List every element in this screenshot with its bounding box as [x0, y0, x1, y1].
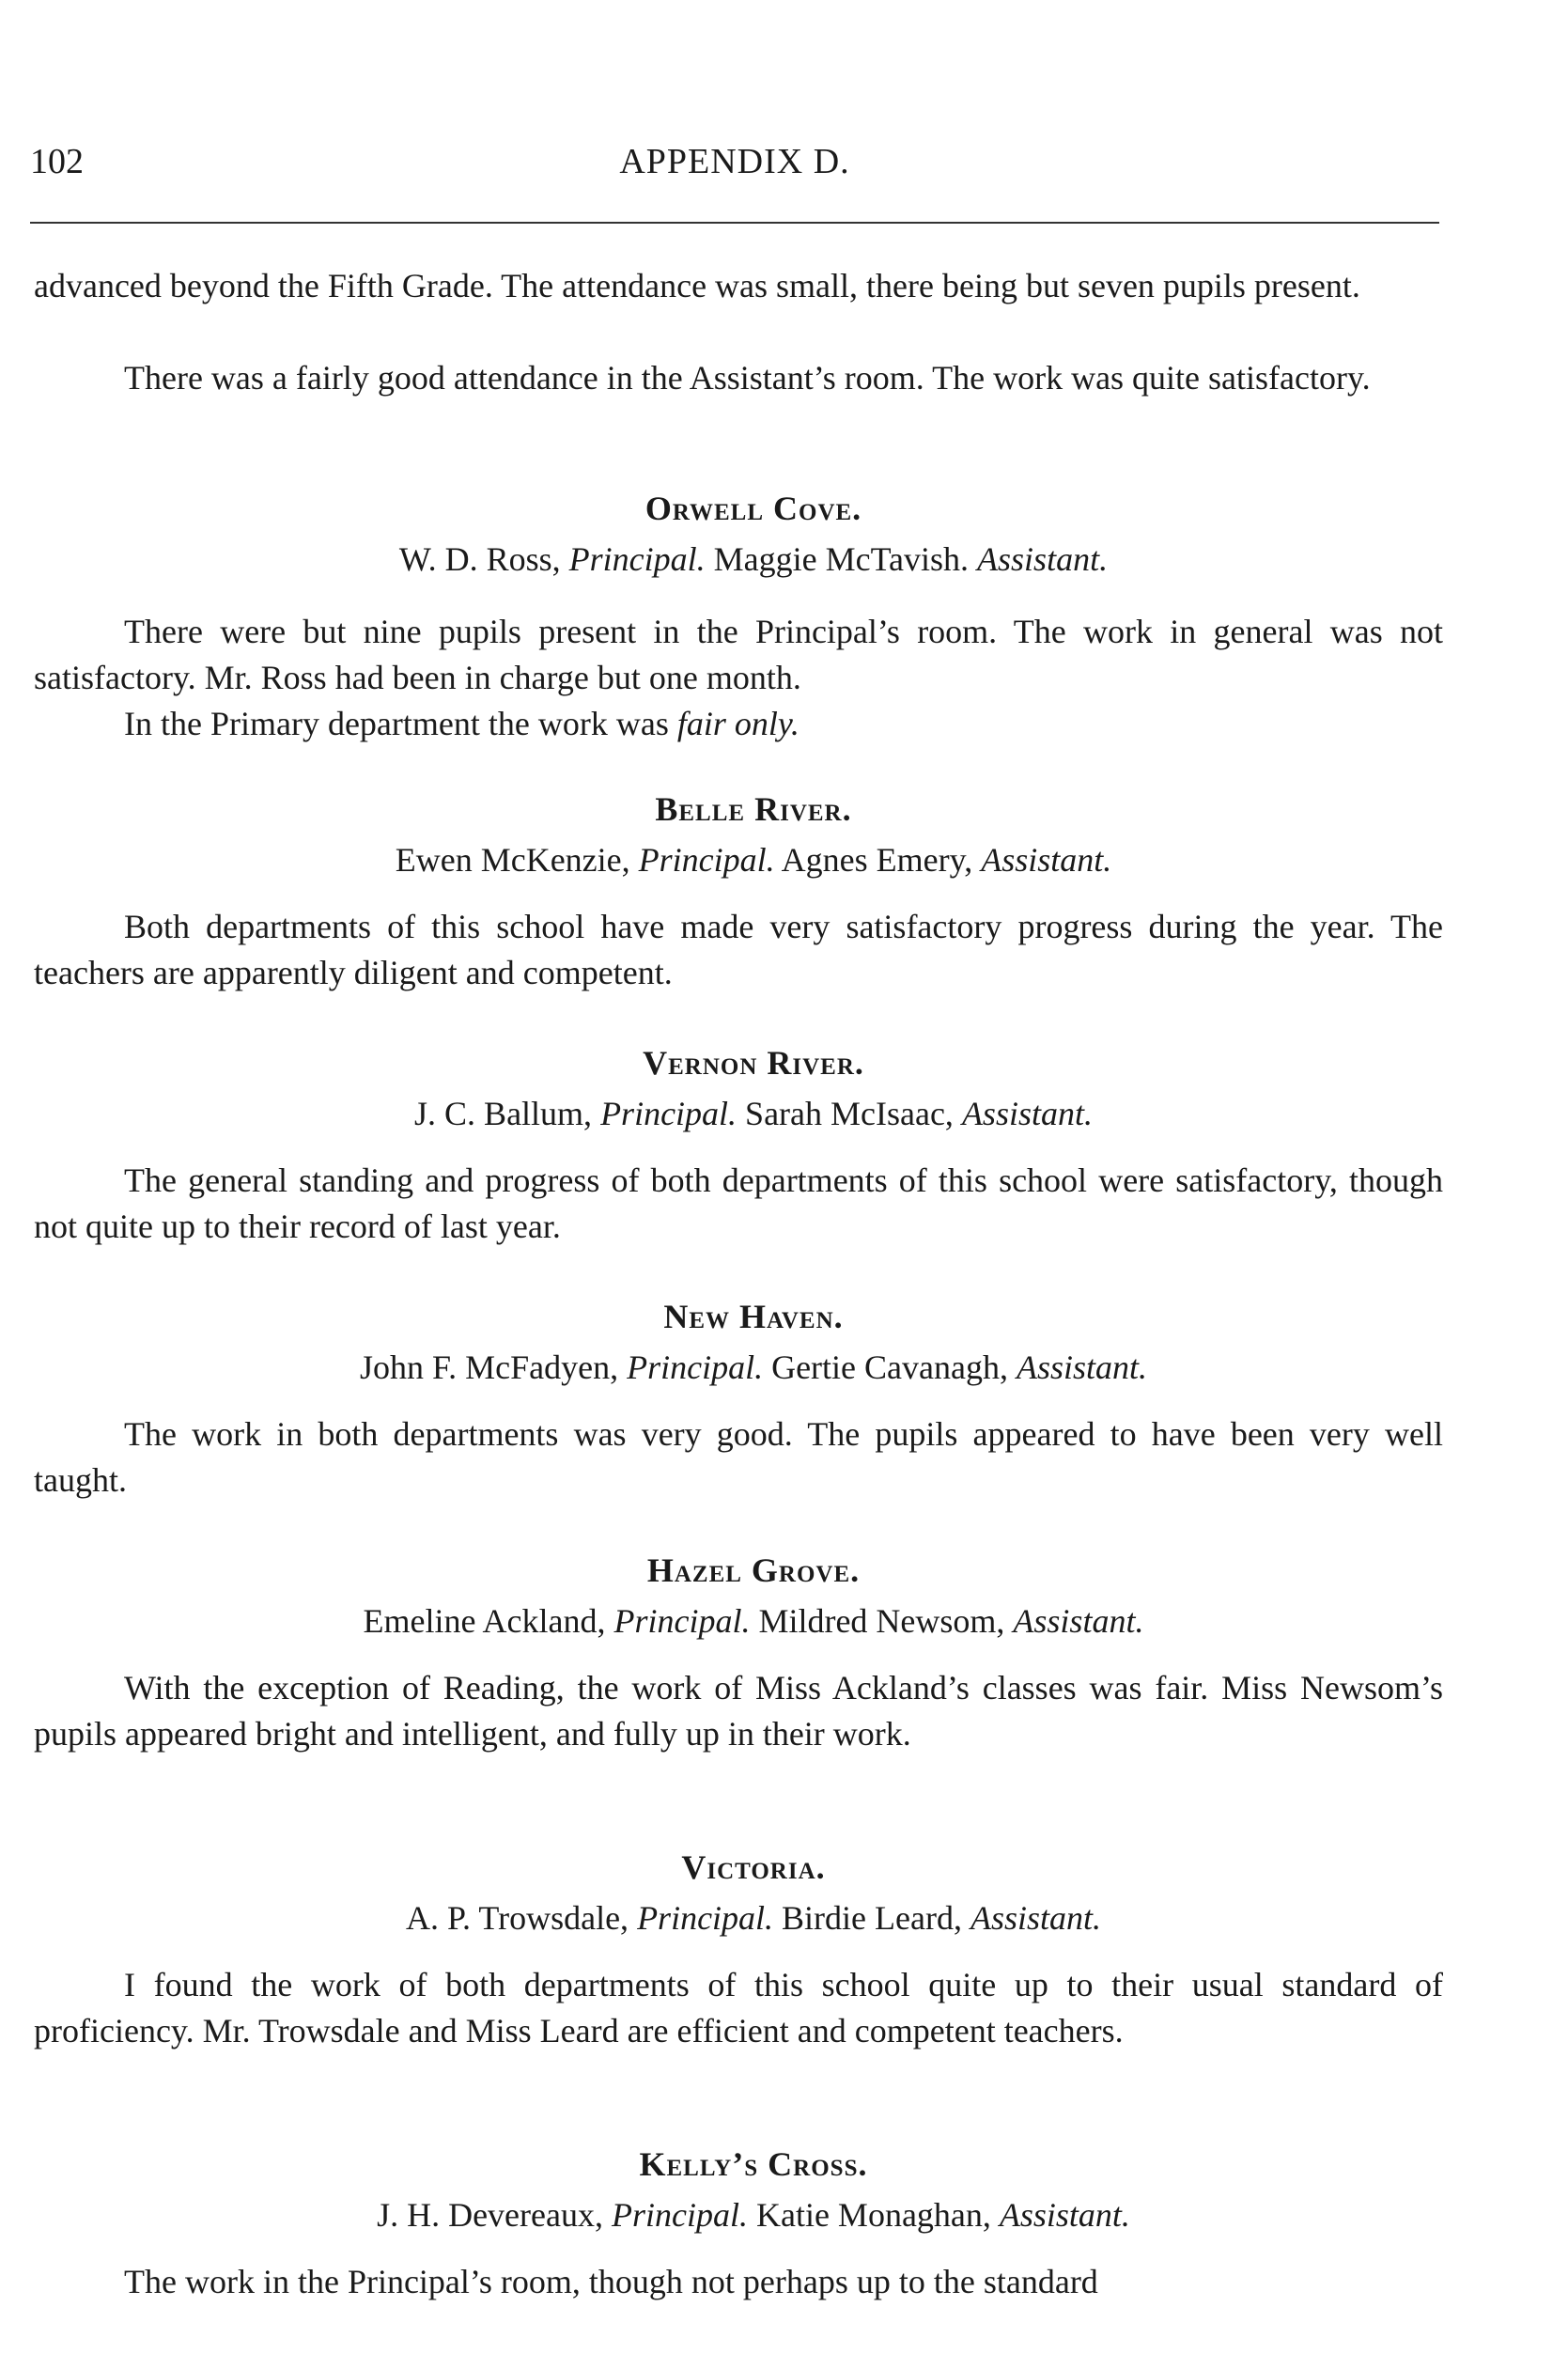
assistant-name: Sarah McIsaac, [745, 1095, 954, 1132]
assistant-role: Assistant. [970, 1899, 1101, 1937]
paragraph-emphasis: fair only. [676, 705, 800, 742]
assistant-role: Assistant. [961, 1095, 1093, 1132]
assistant-role: Assistant. [999, 2196, 1130, 2234]
assistant-role: Assistant. [1013, 1602, 1144, 1640]
school-paragraph: The work in both departments was very good. The pupils appeared to have been very well taught. [34, 1415, 1443, 1499]
staff-line [30, 2195, 1477, 2235]
assistant-name: Gertie Cavanagh, [771, 1348, 1008, 1386]
intro-paragraph-2: There was a fairly good attendance in the Assistant’s room. The work was quite satisfactory. [124, 359, 1371, 397]
principal-name: J. C. Ballum, [414, 1095, 593, 1132]
school-paragraph: The work in the Principal’s room, though not perhaps up to the standard [124, 2263, 1098, 2300]
intro-paragraph-1: advanced beyond the Fifth Grade. The attendance was small, there being but seven pupils present. [34, 267, 1360, 304]
principal-name: Emeline Ackland, [363, 1602, 606, 1640]
staff-line [30, 539, 1477, 579]
page-number: 102 [30, 142, 84, 181]
running-title: APPENDIX D. [619, 142, 850, 181]
staff-line [30, 1348, 1477, 1387]
principal-name: A. P. Trowsdale, [406, 1899, 629, 1937]
school-paragraph: With the exception of Reading, the work of Miss Ackland’s classes was fair. Miss Newsom’s pupils appeared bright and intelligent, and fully up in their work. [34, 1669, 1443, 1753]
principal-role: Principal. [611, 2196, 748, 2234]
principal-role: Principal. [600, 1095, 737, 1132]
header-rule [30, 222, 1439, 224]
assistant-name: Agnes Emery, [781, 841, 973, 879]
school-heading: Kelly’s Cross. [639, 2145, 868, 2183]
staff-line [30, 1601, 1477, 1641]
school-heading: Victoria. [681, 1848, 826, 1886]
school-paragraph [34, 701, 1443, 747]
assistant-role: Assistant. [977, 540, 1109, 578]
principal-role: Principal. [638, 841, 775, 879]
school-paragraph: Both departments of this school have made very satisfactory progress during the year. The teachers are apparently diligent and competent. [34, 908, 1443, 991]
principal-name: W. D. Ross, [398, 540, 561, 578]
school-heading: Belle River. [655, 790, 852, 828]
assistant-role: Assistant. [981, 841, 1112, 879]
assistant-name: Maggie McTavish. [713, 540, 970, 578]
paragraph-text: In the Primary department the work was [124, 705, 677, 742]
staff-line [30, 840, 1477, 880]
principal-name: Ewen McKenzie, [395, 841, 630, 879]
school-paragraph: I found the work of both departments of this school quite up to their usual standard of proficiency. Mr. Trowsdale and Miss Leard are efficient and competent teachers. [34, 1966, 1443, 2049]
assistant-role: Assistant. [1016, 1348, 1148, 1386]
assistant-name: Birdie Leard, [782, 1899, 962, 1937]
school-heading: Hazel Grove. [646, 1551, 861, 1589]
school-heading: Orwell Cove. [644, 490, 862, 527]
staff-line [30, 1898, 1477, 1938]
principal-role: Principal. [627, 1348, 764, 1386]
staff-line [30, 1094, 1477, 1133]
school-heading: New Haven. [663, 1298, 844, 1335]
school-paragraph: There were but nine pupils present in the Principal’s room. The work in general was not satisfactory. Mr. Ross had been in charge but one month. [34, 613, 1443, 696]
principal-name: J. H. Devereaux, [377, 2196, 603, 2234]
page-header [30, 141, 1439, 197]
school-heading: Vernon River. [643, 1044, 864, 1082]
assistant-name: Katie Monaghan, [755, 2196, 991, 2234]
principal-name: John F. McFadyen, [359, 1348, 619, 1386]
principal-role: Principal. [613, 1602, 751, 1640]
principal-role: Principal. [637, 1899, 774, 1937]
assistant-name: Mildred Newsom, [758, 1602, 1005, 1640]
principal-role: Principal. [568, 540, 706, 578]
school-paragraph: The general standing and progress of both departments of this school were satisfactory, though not quite up to their record of last year. [34, 1161, 1443, 1245]
